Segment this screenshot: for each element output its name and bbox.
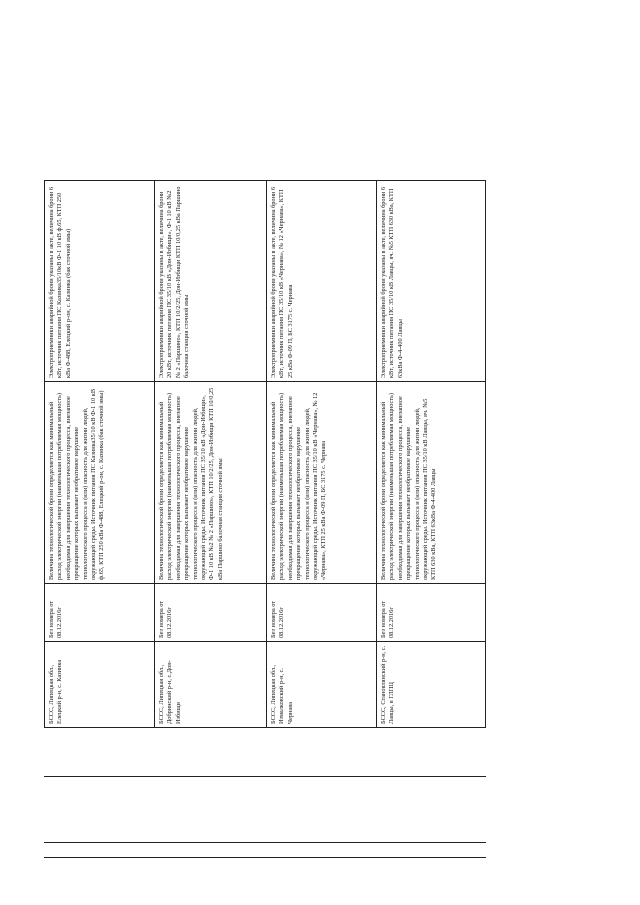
table-row — [155, 181, 267, 727]
table-row — [377, 181, 485, 727]
object-cell: БССС, Становлянский р-н, с. Лавцы, в ГЛПЦ — [377, 641, 485, 727]
table-row — [267, 181, 377, 727]
object-cell: БССС, Липецкая обл., Добринский р-н, с.Дон-Избищи — [155, 641, 266, 727]
description-cell: Величина технологической брони определяется как минимальный расход электрической энергии (наименьшая потребляемая мощность) необходимая для завершения технологического процесса, внезапное прекращение которых вызывает необратимое нарушение технологического процесса и (или) опасность для жизни людей, окружающей среды. Источник питания ПС 35/10 кВ Лавцы, яч. №5 КТП 630 кВа, КТП 63кВа Ф-4-400 Лавцы — [377, 381, 485, 583]
object-cell: БССС, Липецкая обл., Елецкий р-н, с. Казинка — [45, 641, 154, 727]
rotated-table-container — [44, 180, 486, 728]
number-cell: Без номера от 08.12.2016г — [267, 583, 376, 641]
horizontal-rule — [44, 857, 486, 858]
reservation-table — [44, 180, 486, 728]
horizontal-rule — [44, 776, 486, 777]
number-cell: Без номера от 08.12.2016г — [155, 583, 266, 641]
description-cell: Величина технологической брони определяется как минимальный расход электрической энергии (наименьшая потребляемая мощность) необходимая для завершения технологического процесса, внезапное прекращение которых вызывает необратимое нарушение технологического процесса и (или) опасность для жизни людей, окружающей среды. Источник питания ПС 35/10 кВ «Дон-Избищи», Ф-1 10 кВ №2 № 2 «Паршино», КТП 10/2/25, Дон-Избищи КТП 10/0,25 кВа Паршино балочная станция сточной ямы — [155, 381, 266, 583]
note-cell: Электроприемники аварийной брони указаны в акте, величина брони 20 кВт, источник питания ПС 35/10 кВ «Дон-Избищи», Ф-1 10 кВ №2 № 2 «Паршино», КТП 10/2/25, Дон-Избищи КТП 10/0,25 кВа Паршино балочная станция сточной ямы — [158, 186, 191, 378]
number-cell: Без номера от 08.12.2016г — [45, 583, 154, 641]
table-row — [45, 181, 155, 727]
note-cell: Электроприемники аварийной брони указаны в акте, величина брони 6 кВт, источник питания ПС Казинка35/10кВ Ф-1 10 кВ ф.65, КТП 250 кВа Ф-488, Елецкий р-он, с. Казинка (бак сточной ямы) — [48, 186, 72, 378]
note-cell: Электроприемники аварийной брони указаны в акте, величина брони 6 кВт, источник питания ПС 35/10 кВ Лавцы, яч. №5 КТП 630 кВа, КТП 63кВа Ф-4-400 Лавцы — [380, 186, 404, 378]
note-cell: Электроприемники аварийной брони указаны в акте, величина брони 6 кВт, источник питания ПС 35/10 кВ «Чернава», № 12 «Чернава», КТП 25 кВа Ф-09 П, БС 3175 с. Чернава — [270, 186, 294, 378]
object-cell: БССС, Липецкая обл., Измалковский р-н, с. Чернава — [267, 641, 376, 727]
horizontal-rule — [44, 842, 486, 843]
description-cell: Величина технологической брони определяется как минимальный расход электрической энергии (наименьшая потребляемая мощность) необходимая для завершения технологического процесса, внезапное прекращение которых вызывает необратимое нарушение технологического процесса и (или) опасность для жизни людей, окружающей среды. Источник питания ПС 35/10 кВ «Чернава», № 12 «Чернава», КТП 25 кВа Ф-09 П, БС 3175 с. Чернава — [267, 381, 376, 583]
number-cell: Без номера от 08.12.2016г — [377, 583, 485, 641]
description-cell: Величина технологической брони определяется как минимальный расход электрической энергии (наименьшая потребляемая мощность) необходимая для завершения технологического процесса, внезапное прекращение которых вызывает необратимое нарушение технологического процесса и (или) опасность для жизни людей, окружающей среды. Источник питания ПС Казинка35/10 кВ Ф-1 10 кВ ф.65, КТП 250 кВа Ф-488, Елецкий р-он, с. Казинка (бак сточной ямы) — [45, 381, 154, 583]
